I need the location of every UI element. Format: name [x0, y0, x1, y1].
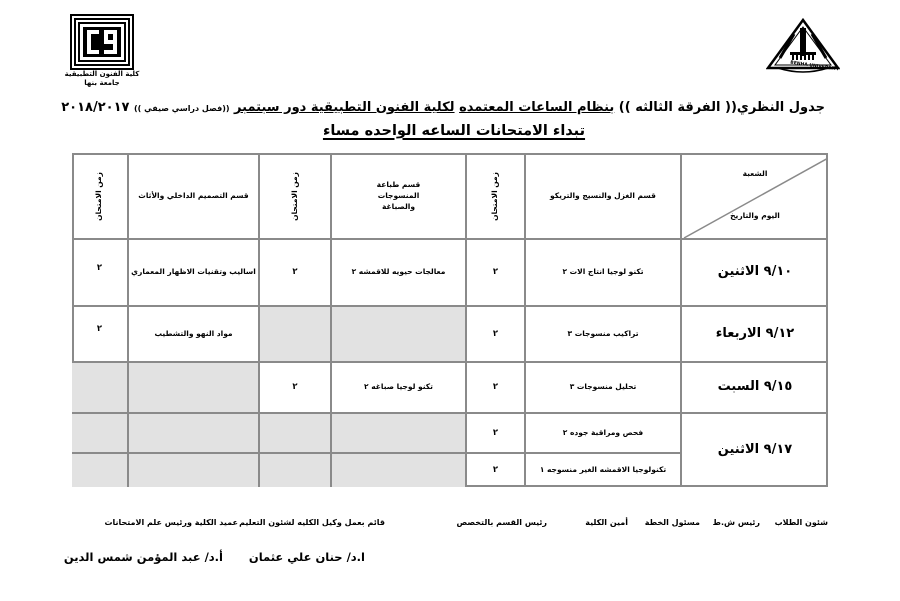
empty-cell — [127, 412, 258, 452]
empty-cell — [258, 412, 330, 452]
signature-label: مسئول الخطة — [644, 518, 700, 527]
header-exam-time-label: زمن الامتحان — [490, 172, 500, 221]
diagonal-line — [682, 155, 828, 238]
empty-cell — [258, 452, 330, 487]
empty-cell — [72, 361, 127, 412]
empty-cell — [127, 361, 258, 412]
header-dept-weaving: قسم الغزل والنسيج والتريكو — [524, 153, 680, 238]
header-dept-interior: قسم التصميم الداخلي والأثاث — [127, 153, 258, 238]
exam-time-cell: ٢ — [465, 452, 524, 487]
empty-cell — [72, 412, 127, 452]
course-cell: تكنو لوجيا انتاج الات ٢ — [524, 238, 680, 305]
exam-schedule-table — [72, 153, 828, 487]
empty-cell — [258, 305, 330, 361]
exam-time-cell: ٢ — [72, 238, 127, 305]
header-exam-time — [72, 153, 127, 238]
exam-time-cell: ٢ — [465, 238, 524, 305]
course-cell: تحليل منسوجات ٣ — [524, 361, 680, 412]
page-subtitle: تبداء الامتحانات الساعه الواحده مساء — [322, 123, 586, 139]
course-cell: معالجات حيويه للاقمشه ٢ — [330, 238, 465, 305]
title-system: بنظام الساعات المعتمده — [459, 100, 615, 115]
exam-time-cell: ٢ — [465, 361, 524, 412]
exam-time-cell: ٢ — [258, 361, 330, 412]
signature-label: قائم بعمل وكيل الكليه لشئون التعليم — [239, 518, 385, 527]
course-cell: تراكيب منسوجات ٣ — [524, 305, 680, 361]
benha-university-logo — [766, 18, 840, 76]
title-year: ٢٠١٨/٢٠١٧ — [61, 100, 130, 115]
signature-label: عميد الكلية ورئيس علم الامتحانات — [104, 518, 238, 527]
signatory-name: أ.د/ عبد المؤمن شمس الدين — [63, 550, 223, 564]
row-date: ٩/١٠ الاثنين — [680, 238, 828, 305]
title-faculty: لكلية الفنون التطبيقية دور سبتمبر — [234, 100, 455, 115]
course-cell: اساليب وتقنيات الاظهار المعماري — [127, 238, 258, 305]
course-cell: فحص ومراقبة جوده ٢ — [524, 412, 680, 452]
course-cell: تكنو لوجيا صباغه ٢ — [330, 361, 465, 412]
empty-cell — [72, 452, 127, 487]
header-branch: الشعبة — [742, 169, 768, 178]
signature-label: أمين الكلية — [585, 518, 628, 527]
header-exam-time — [258, 153, 330, 238]
empty-cell — [330, 305, 465, 361]
header-exam-time-label: زمن الامتحان — [94, 172, 104, 221]
exam-time-cell: ٢ — [258, 238, 330, 305]
page-title — [61, 100, 825, 115]
faculty-logo-text: كلية الفنون التطبيقية — [64, 70, 140, 78]
header-dept-printing: قسم طباعة المنسوجات والصباغة — [330, 153, 465, 238]
signatory-name: ا.د/ حنان علي عثمان — [248, 550, 365, 564]
university-logo-caption: BENHA UNIVERSITY — [789, 60, 840, 73]
header-exam-time-label: زمن الامتحان — [289, 172, 299, 221]
signature-label: رئيس القسم بالتخصص — [456, 518, 547, 527]
row-date: ٩/١٢ الاربعاء — [680, 305, 828, 361]
university-logo-text: جامعة بنها — [84, 79, 120, 87]
exam-time-cell: ٢ — [465, 305, 524, 361]
signature-label: رئيس ش.ط — [712, 518, 760, 527]
row-date: ٩/١٥ السبت — [680, 361, 828, 412]
header-branch-daydate — [680, 153, 828, 238]
faculty-logo-icon — [70, 14, 134, 70]
header-day-date: اليوم والتاريخ — [730, 211, 780, 220]
title-semester: ((فصل دراسي صيفي )) — [134, 104, 230, 113]
course-cell: تكنولوجيا الاقمشه الغير منسوجه ١ — [524, 452, 680, 487]
header-exam-time — [465, 153, 524, 238]
empty-cell — [330, 452, 465, 487]
empty-cell — [330, 412, 465, 452]
title-grade: جدول النظري(( الفرقة الثالثه )) — [618, 100, 825, 115]
empty-cell — [127, 452, 258, 487]
course-cell: مواد النهو والتشطيب — [127, 305, 258, 361]
exam-time-cell: ٢ — [72, 305, 127, 361]
signature-label: شئون الطلاب — [774, 518, 828, 527]
row-date: ٩/١٧ الاثنين — [680, 412, 828, 487]
exam-time-cell: ٢ — [465, 412, 524, 452]
